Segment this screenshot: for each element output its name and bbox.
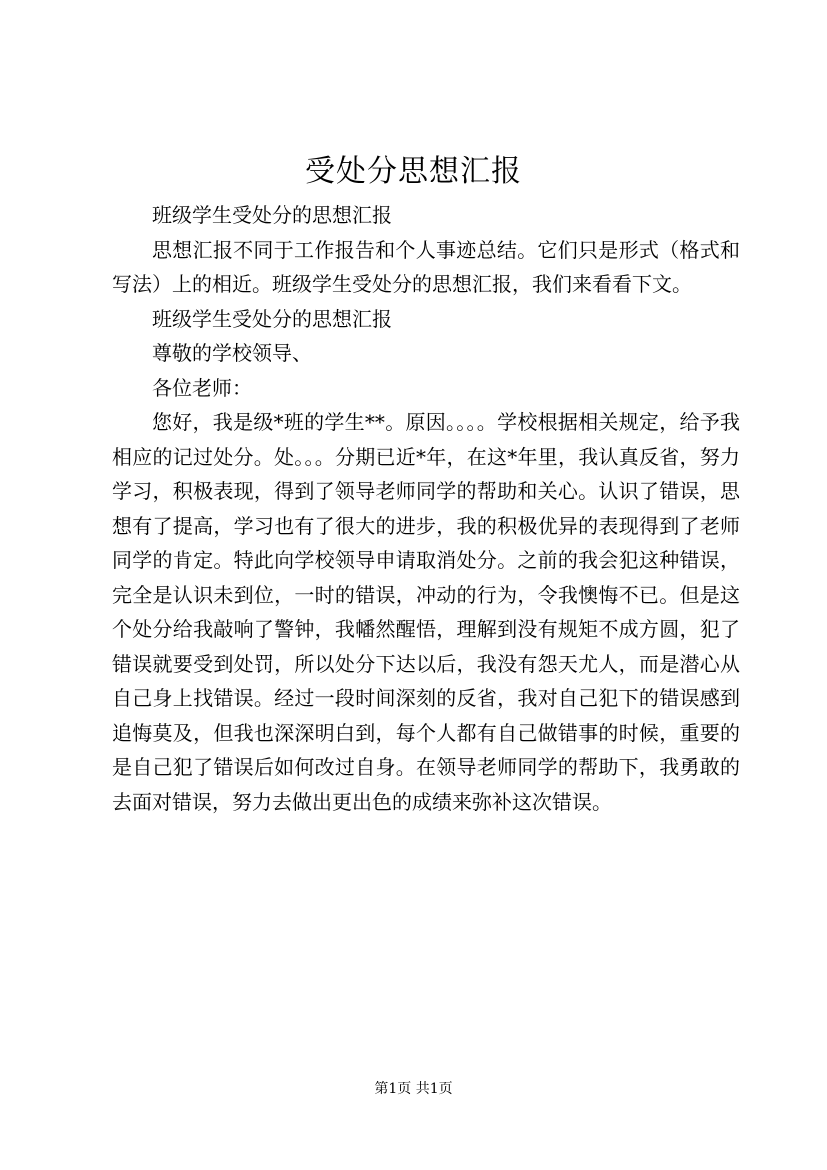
paragraph-heading: 班级学生受处分的思想汇报 — [152, 306, 392, 331]
paragraph-salutation-teachers: 各位老师： — [152, 375, 252, 400]
paragraph-body: 您好，我是级*班的学生**。原因。。。。学校根据相关规定，给予我相应的记过处分。处。。。分期已近*年，在这*年里，我认真反省，努力学习，积极表现，得到了领导老师同学的帮助和关心。认识了错误，思想有了提高，学习也有了很大的进步，我的积极优异的表现得到了老师同学的肯定。特此向学校领导申请取消处分。之前的我会犯这种错误，完全是认识未到位，一时的错误，冲动的行为，令我懊悔不已。但是这个处分给我敲响了警钟，我幡然醒悟，理解到没有规矩不成方圆，犯了错误就要受到处罚，所以处分下达以后，我没有怨天尤人，而是潜心从自己身上找错误。经过一段时间深刻的反省，我对自己犯下的错误感到追悔莫及，但我也深深明白到，每个人都有自己做错事的时候，重要的是自己犯了错误后如何改过自身。在领导老师同学的帮助下，我勇敢的去面对错误，努力去做出更出色的成绩来弥补这次错误。 — [112, 410, 740, 814]
paragraph-salutation-leaders: 尊敬的学校领导、 — [152, 341, 312, 365]
page-number-label: 第1页 共1页 — [374, 1081, 453, 1097]
paragraph-intro: 思想汇报不同于工作报告和个人事迹总结。它们只是形式（格式和写法）上的相近。班级学生受处分的思想汇报，我们来看看下文。 — [112, 237, 740, 296]
paragraph-subtitle: 班级学生受处分的思想汇报 — [152, 203, 392, 227]
document-title: 受处分思想汇报 — [305, 154, 522, 189]
page-footer — [0, 1078, 827, 1098]
document-body — [112, 198, 740, 819]
